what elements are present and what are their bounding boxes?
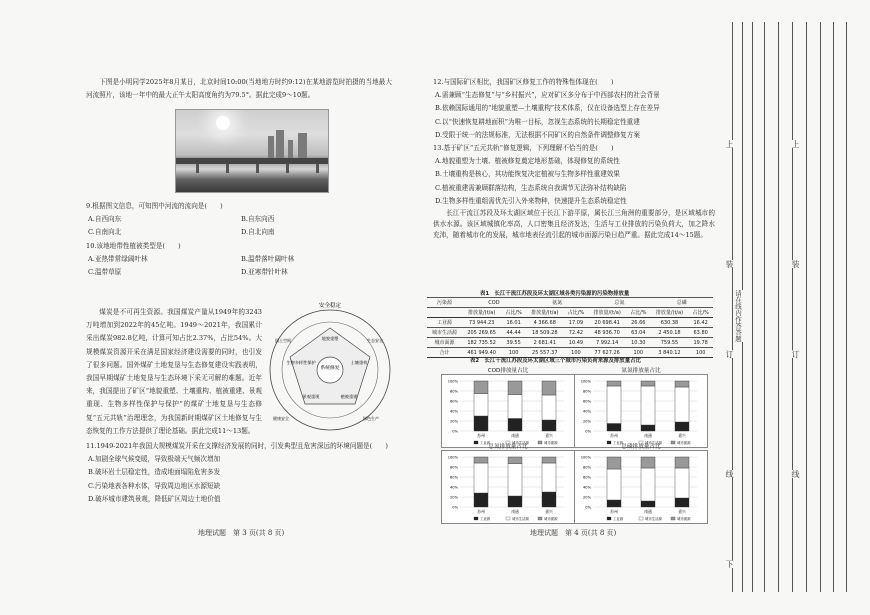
chart-title: 总磷排放量占比	[621, 444, 661, 450]
margin-label: 线	[791, 470, 800, 478]
legend-label: 工业源	[480, 441, 491, 445]
y-tick-label: 60%	[450, 475, 458, 480]
wheel-seg-2: 土壤重构	[350, 360, 368, 365]
y-tick-label: 100%	[447, 379, 458, 384]
x-tick-label: 嘉兴	[678, 509, 686, 514]
chart-svg	[442, 451, 574, 523]
table-cell: 10.49	[564, 338, 589, 348]
table-header-cell: COD	[462, 298, 526, 308]
table-cell: 10.30	[626, 338, 651, 348]
stacked-bar-chart	[574, 444, 708, 524]
chart-svg	[575, 451, 707, 523]
margin-label: 线	[725, 470, 734, 478]
wheel-outer-2: 生态安全	[367, 338, 383, 343]
chart-svg	[575, 375, 707, 447]
table-cell: 16.42	[688, 318, 713, 328]
q9-options	[86, 213, 392, 239]
margin-label: 装	[725, 260, 734, 268]
wheel-top-label: 安全稳定	[318, 303, 342, 309]
table-cell: 100	[501, 348, 526, 358]
bar-segment	[641, 457, 655, 468]
table-cell: 占比/%	[626, 308, 651, 318]
table-cell: 城市面源	[427, 338, 462, 348]
table-cell: 44.44	[501, 328, 526, 338]
option[interactable]: A.自西向东	[88, 215, 122, 224]
charts-caption: 表2 长江干流江苏段及环太湖区域三个城市污染负荷来源及排放量占比	[470, 358, 641, 364]
x-tick-label: 嘉兴	[545, 509, 553, 514]
table-cell	[427, 308, 462, 318]
option[interactable]: D.破坏城市建筑景观，降低矿区周边土地价值	[88, 494, 221, 503]
table-cell: 排放量/(t/a)	[462, 308, 501, 318]
building	[288, 140, 293, 158]
bar-segment	[474, 463, 488, 493]
option[interactable]: D.生物多样性重组需优先引入外来物种，快速提升生态系统稳定性	[435, 196, 627, 205]
bar-segment	[542, 420, 556, 431]
table-header-cell: 总磷	[651, 298, 713, 308]
legend-label: 城市面源	[544, 441, 558, 445]
chart-title: COD排放量占比	[487, 368, 529, 374]
table-cell: 合计	[427, 348, 462, 358]
table-cell: 26.66	[626, 318, 651, 328]
river-photo	[175, 109, 329, 193]
legend-label: 城市生活源	[512, 441, 529, 445]
option[interactable]: B.破坏岩土层稳定性，造成地面塌陷危害多发	[88, 468, 221, 477]
table-cell: 排放量/(t/a)	[651, 308, 689, 318]
stacked-bar-chart	[441, 444, 575, 524]
bar-segment	[542, 381, 556, 395]
bar-segment	[607, 469, 621, 500]
x-tick-label: 南通	[511, 433, 519, 438]
wheel-center: 系统修复	[320, 366, 340, 371]
legend-swatch	[474, 517, 478, 520]
pollution-table	[427, 297, 713, 358]
y-tick-label: 20%	[583, 419, 591, 424]
bar-segment	[641, 386, 655, 425]
margin-line	[752, 22, 753, 592]
question-13: 13.基于矿区“五元共轨”修复逻辑，下列理解不恰当的是( )	[433, 144, 614, 153]
chart-svg	[442, 375, 574, 447]
sun-glare	[216, 116, 230, 130]
passage-2-block	[86, 306, 262, 438]
legend-label: 工业源	[613, 441, 624, 445]
left-column	[86, 76, 392, 102]
wheel-seg-5: 生物多样性保护	[286, 360, 316, 365]
y-tick-label: 80%	[450, 465, 458, 470]
wheel-outer-3: 绿色生产	[363, 416, 379, 421]
bar-segment	[675, 457, 689, 468]
wheel-seg-1: 地貌重塑	[321, 336, 339, 341]
bar-segment	[474, 381, 488, 394]
bar-segment	[675, 381, 689, 387]
intro-passage: 下图是小明同学2025年8月某日，北京时间10:00(当地地方时约9:12)在某地游览时拍摄的当地最大河流照片，该地一年中的最大正午太阳高度角约为79.5°。据此完成9～10题。	[86, 78, 392, 100]
y-tick-label: 20%	[450, 495, 458, 500]
x-tick-label: 苏州	[610, 433, 618, 438]
table-cell: 100	[626, 348, 651, 358]
table-cell: 16.01	[501, 318, 526, 328]
question-9: 9.根据图文信息，可知图中河流的流向是( )	[86, 202, 223, 210]
legend-swatch	[671, 517, 675, 520]
legend-label: 城市生活源	[645, 517, 662, 521]
table-cell: 100	[688, 348, 713, 358]
bar-segment	[542, 457, 556, 463]
margin-label: 下	[725, 560, 734, 568]
option[interactable]: D.自北向南	[241, 228, 275, 237]
wheel-seg-4: 景观重现	[302, 394, 320, 399]
bar-segment	[675, 468, 689, 498]
binding-margin	[720, 0, 870, 615]
stacked-bar-chart	[441, 368, 575, 448]
bar-segment	[474, 394, 488, 417]
passage-3: 长江干流江苏段及环太湖区域位于长江下游平原，属长江三角洲的重要部分，是区域城市的供水水源。该区域城镇化率高，人口密集且经济发达，生活与工业排放的污染负荷大，加之降水充沛，随着城市化的发展，城市地表径流引起的城市面源污染日趋严重。据此完成14～15题。	[433, 209, 715, 240]
bar-segment	[607, 381, 621, 386]
bar-segment	[508, 457, 522, 464]
x-tick-label: 嘉兴	[678, 433, 686, 438]
legend-swatch	[506, 517, 510, 520]
bridge-pillar	[286, 164, 289, 173]
margin-line	[833, 22, 834, 592]
bar-segment	[675, 387, 689, 422]
bar-segment	[508, 381, 522, 395]
table-cell: 3 840.12	[651, 348, 689, 358]
table-cell: 2 681.41	[526, 338, 564, 348]
table-cell: 工业源	[427, 318, 462, 328]
x-tick-label: 苏州	[477, 433, 485, 438]
table-cell: 39.55	[501, 338, 526, 348]
y-tick-label: 40%	[450, 485, 458, 490]
y-tick-label: 40%	[583, 409, 591, 414]
table-cell: 20 698.41	[588, 318, 626, 328]
y-tick-label: 100%	[580, 455, 591, 460]
y-tick-label: 40%	[450, 409, 458, 414]
table-header-cell: 总氮	[588, 298, 650, 308]
table-cell: 73 944.23	[462, 318, 501, 328]
y-tick-label: 80%	[583, 465, 591, 470]
table-subheader-row	[427, 308, 713, 318]
table-cell: 48 936.70	[588, 328, 626, 338]
y-tick-label: 60%	[450, 399, 458, 404]
bar-segment	[675, 498, 689, 507]
option[interactable]: D.受限于统一的法规标准，无法根据不同矿区的自然条件调整修复方案	[435, 130, 640, 139]
table-cell: 占比/%	[564, 308, 589, 318]
wheel-outer-1: 国土空间	[275, 338, 291, 343]
option[interactable]: C.自南向北	[88, 228, 122, 237]
table-cell: 72.42	[564, 328, 589, 338]
footer-right: 地理试题 第 4 页(共 8 页)	[530, 529, 617, 537]
table-cell: 17.09	[564, 318, 589, 328]
table-cell: 63.80	[688, 328, 713, 338]
option[interactable]: C.植被重建需兼顾群落结构，生态系统自我调节无法弥补结构缺陷	[435, 183, 627, 192]
y-tick-label: 100%	[447, 455, 458, 460]
x-tick-label: 南通	[644, 433, 652, 438]
y-tick-label: 0%	[585, 505, 591, 510]
legend-label: 工业源	[480, 517, 491, 521]
y-tick-label: 20%	[583, 495, 591, 500]
bar-segment	[508, 496, 522, 507]
margin-label: 上	[791, 140, 800, 148]
bar-segment	[641, 468, 655, 501]
legend-swatch	[639, 517, 643, 520]
table-cell: 排放量/(t/a)	[588, 308, 626, 318]
table-cell: 19.78	[688, 338, 713, 348]
five-element-wheel	[267, 302, 393, 434]
bridge-pillar	[196, 164, 199, 173]
footer-left: 地理试题 第 3 页(共 8 页)	[198, 529, 285, 537]
q10-options	[86, 253, 392, 279]
building	[298, 133, 307, 158]
option[interactable]: B.温带落叶阔叶林	[241, 254, 295, 263]
bar-segment	[474, 457, 488, 463]
bar-segment	[607, 424, 621, 432]
legend-label: 城市面源	[544, 517, 558, 521]
y-tick-label: 0%	[585, 429, 591, 434]
margin-notice: 请在线内作答答题	[734, 290, 742, 342]
y-tick-label: 60%	[583, 475, 591, 480]
legend-swatch	[538, 517, 542, 520]
building	[268, 136, 274, 158]
table-cell: 4 366.68	[526, 318, 564, 328]
margin-line	[792, 22, 793, 592]
q9-10-block	[86, 200, 392, 279]
option[interactable]: B.自东向西	[241, 215, 275, 224]
table-cell: 18 509.28	[526, 328, 564, 338]
option[interactable]: A.地貌重塑为土壤、植被修复奠定地形基础，体现修复的系统性	[435, 157, 620, 166]
y-tick-label: 0%	[452, 429, 458, 434]
margin-line	[820, 22, 821, 592]
legend-label: 城市生活源	[512, 517, 529, 521]
legend-label: 工业源	[613, 517, 624, 521]
table-cell: 461 949.40	[462, 348, 501, 358]
bar-segment	[474, 493, 488, 507]
option[interactable]: D.亚寒带针叶林	[241, 268, 288, 277]
bar-segment	[542, 463, 556, 492]
option[interactable]: B.依赖国际通用的“地貌重塑—土壤重构”技术体系，仅在设备选型上存在差异	[435, 104, 660, 113]
chart-title: 氨氮排放量占比	[621, 368, 661, 374]
y-tick-label: 100%	[580, 379, 591, 384]
y-tick-label: 40%	[583, 485, 591, 490]
bar-segment	[508, 419, 522, 432]
table-cell: 城市生活源	[427, 328, 462, 338]
bar-segment	[508, 464, 522, 497]
wheel-outer-4: 健康安全	[273, 416, 289, 421]
y-tick-label: 20%	[450, 419, 458, 424]
table-cell: 25 557.37	[526, 348, 564, 358]
table-header-cell: 氨氮	[526, 298, 588, 308]
y-tick-label: 0%	[452, 505, 458, 510]
table-cell: 759.55	[651, 338, 689, 348]
table-body	[427, 318, 713, 358]
bar-segment	[542, 395, 556, 420]
legend-label: 城市面源	[677, 517, 691, 521]
y-tick-label: 60%	[583, 399, 591, 404]
y-tick-label: 80%	[450, 389, 458, 394]
bar-segment	[474, 416, 488, 431]
x-tick-label: 南通	[511, 509, 519, 514]
table-caption: 表1 长江干流江苏段及环太湖区域各类污染源的污染物排放量	[480, 291, 630, 297]
table-cell: 占比/%	[688, 308, 713, 318]
table-cell: 7 992.14	[588, 338, 626, 348]
option[interactable]: A.加剧全球气候变暖，导致极端天气频次增加	[88, 455, 221, 464]
margin-line	[764, 22, 765, 592]
table-cell: 77 627.26	[588, 348, 626, 358]
bar-segment	[641, 381, 655, 386]
question-12: 12.与国际矿区相比，我国矿区修复工作的特殊性体现在( )	[433, 78, 614, 86]
legend-label: 城市生活源	[645, 441, 662, 445]
margin-label: 订	[791, 350, 800, 358]
margin-line	[778, 22, 779, 592]
bridge-pillar	[316, 164, 319, 173]
bar-segment	[607, 457, 621, 469]
bridge-pillar	[256, 164, 259, 173]
table-cell: 100	[564, 348, 589, 358]
option[interactable]: B.土壤重构是核心，其功能恢复决定植被与生物多样性重建效果	[435, 170, 620, 179]
table-cell: 占比/%	[501, 308, 526, 318]
margin-label: 订	[725, 350, 734, 358]
right-column	[433, 76, 715, 241]
x-tick-label: 苏州	[610, 509, 618, 514]
option[interactable]: C.温带草原	[88, 268, 122, 277]
passage-2: 煤炭是不可再生资源。我国煤炭产量从1949年的3243万吨增加到2022年的45亿吨。1949～2021年，我国累计采出煤炭982.8亿吨，计算可知占比2.37%，占比54%。大规模煤炭资源开采在满足国家经济建设需要的同时，也引发了很多问题。国外煤矿土地复垦与生态修复建设实践表明，我国早期煤矿土地复垦与生态环境下采无可解的难题。近年来，我国提出了矿区“地貌重塑、土壤重构、植被重建、景观重现、生物多样性保护与保护”的煤矿土地复垦与生态修复“五元共轨”治理理念，为我国新时期煤矿区土地修复与生态恢复的工作方法提供了理论基础。据此完成11～13题。	[86, 308, 262, 435]
building	[276, 130, 284, 158]
q11-block	[86, 440, 392, 506]
margin-line	[806, 22, 807, 592]
table-cell: 63.04	[626, 328, 651, 338]
x-tick-label: 嘉兴	[545, 433, 553, 438]
table-cell: 2 450.18	[651, 328, 689, 338]
legend-swatch	[607, 517, 611, 520]
margin-label: 上	[725, 140, 734, 148]
bridge-pillar	[226, 164, 229, 173]
table-cell: 205 269.65	[462, 328, 501, 338]
bar-segment	[641, 501, 655, 507]
table-cell: 630.38	[651, 318, 689, 328]
table-cell: 182 735.52	[462, 338, 501, 348]
option[interactable]: C.以“快速恢复耕地面积”为唯一目标，忽视生态系统的长期稳定性重建	[435, 117, 640, 126]
table-header-cell: 污染源	[427, 298, 462, 308]
bar-segment	[641, 425, 655, 431]
option[interactable]: A.需兼顾“生态修复”与“乡村振兴”，应对矿区多分布于中西部农村的社会背景	[435, 91, 660, 100]
wheel-seg-3: 植被重建	[340, 394, 358, 399]
table-cell: 排放量/(t/a)	[526, 308, 564, 318]
margin-line	[846, 22, 847, 592]
bar-segment	[508, 395, 522, 419]
bar-segment	[607, 500, 621, 507]
question-10: 10.该地地带性植被类型是( )	[86, 241, 181, 250]
bar-segment	[542, 492, 556, 507]
bar-segment	[675, 422, 689, 431]
margin-label: 装	[791, 260, 800, 268]
margin-line	[732, 22, 733, 592]
question-11: 11.1949-2021年我国大规模煤炭开采在支撑经济发展的同时，引发典型且危害深远的环境问题是( )	[86, 442, 388, 450]
table-row	[427, 318, 713, 328]
option[interactable]: C.污染地表各种水体，导致周边地区水源短缺	[88, 481, 221, 490]
x-tick-label: 南通	[644, 509, 652, 514]
y-tick-label: 80%	[583, 389, 591, 394]
legend-label: 城市面源	[677, 441, 691, 445]
table-row	[427, 338, 713, 348]
option[interactable]: A.亚热带常绿阔叶林	[88, 254, 148, 263]
table-row	[427, 328, 713, 338]
stacked-bar-chart	[574, 368, 708, 448]
bar-segment	[607, 386, 621, 424]
x-tick-label: 苏州	[477, 509, 485, 514]
chart-title: 总氮排放量占比	[488, 444, 528, 450]
table-header-row	[427, 298, 713, 308]
